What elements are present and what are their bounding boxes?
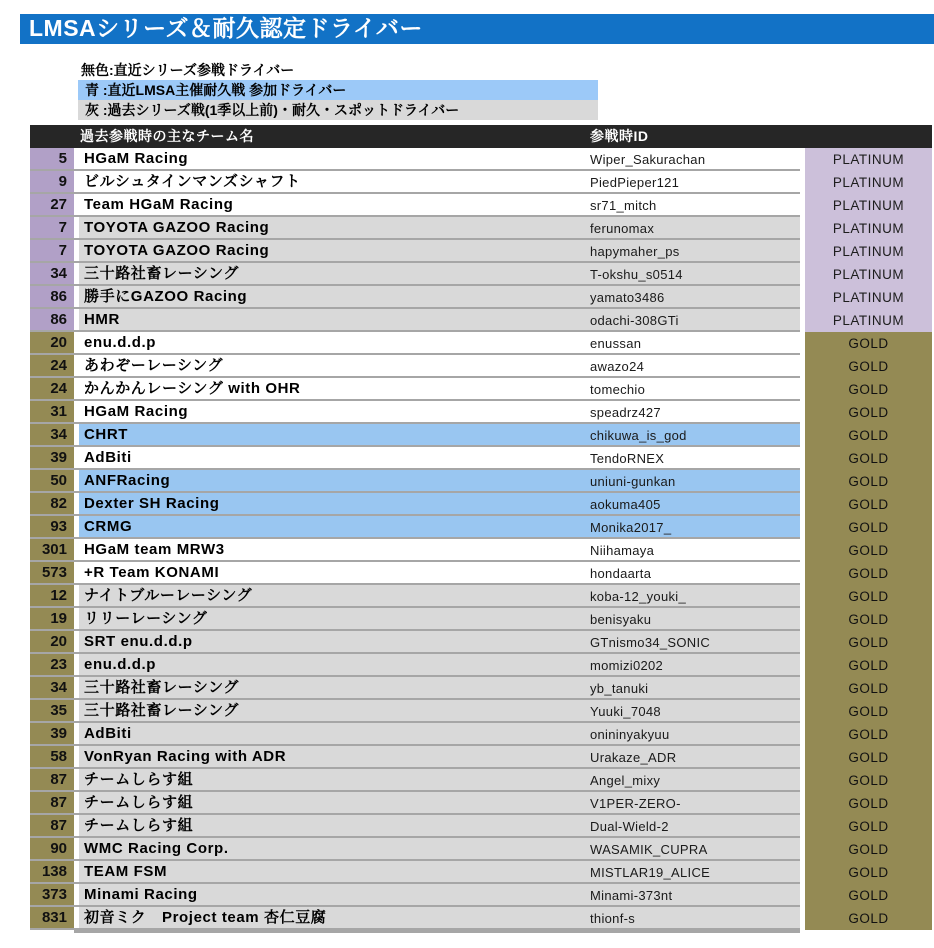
rank-cell: 34 [30, 263, 74, 286]
row-main-cell [79, 171, 800, 194]
team-name: 三十路社畜レーシング [84, 265, 240, 282]
rank-cell: 39 [30, 447, 74, 470]
row-main-cell [79, 424, 800, 447]
driver-id: momizi0202 [590, 658, 664, 673]
row-main-cell [79, 263, 800, 286]
legend-item-nocolor: 無色:直近シリーズ参戦ドライバー [81, 62, 295, 78]
row-main-cell [79, 792, 800, 815]
row-main-cell [79, 539, 800, 562]
tier-badge: PLATINUM [805, 171, 932, 194]
legend-item-gray: 灰 :過去シリーズ戦(1季以上前)・耐久・スポットドライバー [78, 100, 598, 120]
driver-id: TendoRNEX [590, 451, 665, 466]
tier-badge: GOLD [805, 769, 932, 792]
tier-badge: GOLD [805, 562, 932, 585]
driver-id: sr71_mitch [590, 198, 657, 213]
table-row [30, 148, 932, 171]
team-name: リリーレーシング [84, 610, 208, 627]
tier-badge: GOLD [805, 608, 932, 631]
row-main-cell [79, 217, 800, 240]
table-row [30, 723, 932, 746]
row-main-cell [79, 884, 800, 907]
tier-badge: GOLD [805, 654, 932, 677]
tier-badge: PLATINUM [805, 148, 932, 171]
table-row [30, 861, 932, 884]
row-main-cell [79, 148, 800, 171]
team-name: enu.d.d.p [84, 656, 157, 673]
tier-badge: GOLD [805, 332, 932, 355]
column-header-team: 過去参戦時の主なチーム名 [80, 128, 254, 144]
tier-badge: GOLD [805, 746, 932, 769]
rank-cell: 7 [30, 240, 74, 263]
team-name: ビルシュタインマンズシャフト [84, 173, 301, 190]
rank-cell: 20 [30, 332, 74, 355]
rank-cell: 24 [30, 355, 74, 378]
table-row [30, 516, 932, 539]
driver-id: aokuma405 [590, 497, 661, 512]
table-row [30, 171, 932, 194]
team-name: チームしらす組 [84, 817, 194, 834]
table-bottom-border [74, 930, 800, 933]
tier-badge: GOLD [805, 401, 932, 424]
team-name: TEAM FSM [84, 863, 168, 880]
driver-id: Wiper_Sakurachan [590, 152, 706, 167]
rank-cell: 34 [30, 424, 74, 447]
table-row [30, 631, 932, 654]
team-name: AdBiti [84, 725, 132, 742]
team-name: Team HGaM Racing [84, 196, 234, 213]
driver-id: koba-12_youki_ [590, 589, 686, 604]
rank-cell: 35 [30, 700, 74, 723]
row-main-cell [79, 677, 800, 700]
rank-cell: 34 [30, 677, 74, 700]
team-name: SRT enu.d.d.p [84, 633, 193, 650]
row-main-cell [79, 746, 800, 769]
table-row [30, 470, 932, 493]
tier-badge: GOLD [805, 792, 932, 815]
team-name: かんかんレーシング with OHR [84, 380, 301, 397]
tier-badge: GOLD [805, 861, 932, 884]
driver-id: awazo24 [590, 359, 645, 374]
row-main-cell [79, 861, 800, 884]
row-main-cell [79, 562, 800, 585]
rank-cell: 373 [30, 884, 74, 907]
team-name: ANFRacing [84, 472, 171, 489]
row-main-cell [79, 401, 800, 424]
driver-id: hapymaher_ps [590, 244, 680, 259]
row-main-cell [79, 907, 800, 930]
driver-id: odachi-308GTi [590, 313, 679, 328]
table-row [30, 240, 932, 263]
team-name: チームしらす組 [84, 794, 194, 811]
row-main-cell [79, 838, 800, 861]
row-main-cell [79, 585, 800, 608]
row-main-cell [79, 654, 800, 677]
table-row [30, 424, 932, 447]
tier-badge: GOLD [805, 884, 932, 907]
driver-id: thionf-s [590, 911, 636, 926]
table-row [30, 378, 932, 401]
table-row [30, 677, 932, 700]
rank-cell: 20 [30, 631, 74, 654]
team-name: Dexter SH Racing [84, 495, 220, 512]
rank-cell: 7 [30, 217, 74, 240]
table-row [30, 194, 932, 217]
tier-badge: GOLD [805, 677, 932, 700]
team-name: HGaM Racing [84, 403, 189, 420]
rank-cell: 5 [30, 148, 74, 171]
rank-cell: 87 [30, 769, 74, 792]
row-main-cell [79, 378, 800, 401]
driver-id: ferunomax [590, 221, 655, 236]
team-name: CHRT [84, 426, 129, 443]
driver-id: Monika2017_ [590, 520, 672, 535]
team-name: +R Team KONAMI [84, 564, 220, 581]
table-row [30, 769, 932, 792]
table-row [30, 654, 932, 677]
driver-id: WASAMIK_CUPRA [590, 842, 708, 857]
rank-cell: 93 [30, 516, 74, 539]
rank-cell: 12 [30, 585, 74, 608]
table-row [30, 700, 932, 723]
table-row [30, 838, 932, 861]
tier-badge: GOLD [805, 838, 932, 861]
driver-id: yb_tanuki [590, 681, 649, 696]
tier-badge: GOLD [805, 723, 932, 746]
driver-id: onininyakyuu [590, 727, 670, 742]
tier-badge: GOLD [805, 516, 932, 539]
rank-cell: 19 [30, 608, 74, 631]
legend [78, 60, 598, 120]
table-row [30, 907, 932, 930]
driver-id: benisyaku [590, 612, 652, 627]
table-row [30, 792, 932, 815]
tier-badge: PLATINUM [805, 240, 932, 263]
tier-badge: GOLD [805, 631, 932, 654]
tier-badge: GOLD [805, 470, 932, 493]
rank-cell: 86 [30, 309, 74, 332]
table-row [30, 217, 932, 240]
table-row [30, 585, 932, 608]
team-name: Minami Racing [84, 886, 198, 903]
driver-id: uniuni-gunkan [590, 474, 676, 489]
tier-badge: GOLD [805, 378, 932, 401]
team-name: TOYOTA GAZOO Racing [84, 242, 270, 259]
tier-badge: GOLD [805, 539, 932, 562]
team-name: 三十路社畜レーシング [84, 702, 240, 719]
tier-badge: GOLD [805, 907, 932, 930]
team-name: CRMG [84, 518, 133, 535]
rank-cell: 90 [30, 838, 74, 861]
driver-id: Dual-Wield-2 [590, 819, 669, 834]
driver-id: speadrz427 [590, 405, 661, 420]
row-main-cell [79, 355, 800, 378]
driver-id: chikuwa_is_god [590, 428, 687, 443]
rank-cell: 23 [30, 654, 74, 677]
row-main-cell [79, 608, 800, 631]
row-main-cell [79, 700, 800, 723]
table-row [30, 884, 932, 907]
tier-badge: GOLD [805, 700, 932, 723]
rank-cell: 39 [30, 723, 74, 746]
team-name: チームしらす組 [84, 771, 194, 788]
tier-badge: PLATINUM [805, 217, 932, 240]
rank-cell: 87 [30, 815, 74, 838]
team-name: HGaM Racing [84, 150, 189, 167]
driver-id: Angel_mixy [590, 773, 661, 788]
rank-cell: 87 [30, 792, 74, 815]
rank-cell: 86 [30, 286, 74, 309]
team-name: ナイトブルーレーシング [84, 587, 253, 604]
rank-cell: 9 [30, 171, 74, 194]
driver-id: V1PER-ZERO- [590, 796, 681, 811]
rank-cell: 573 [30, 562, 74, 585]
row-main-cell [79, 447, 800, 470]
tier-badge: GOLD [805, 447, 932, 470]
row-main-cell [79, 493, 800, 516]
table-row [30, 309, 932, 332]
tier-badge: GOLD [805, 585, 932, 608]
table-row [30, 539, 932, 562]
row-main-cell [79, 470, 800, 493]
rank-cell: 831 [30, 907, 74, 930]
row-main-cell [79, 309, 800, 332]
rank-cell: 138 [30, 861, 74, 884]
row-main-cell [79, 286, 800, 309]
tier-badge: PLATINUM [805, 194, 932, 217]
tier-badge: PLATINUM [805, 286, 932, 309]
table-row [30, 493, 932, 516]
table-row [30, 608, 932, 631]
driver-id: T-okshu_s0514 [590, 267, 683, 282]
row-main-cell [79, 631, 800, 654]
driver-id: Yuuki_7048 [590, 704, 661, 719]
tier-badge: GOLD [805, 493, 932, 516]
page-title: LMSAシリーズ＆耐久認定ドライバー [20, 14, 934, 44]
rank-cell: 27 [30, 194, 74, 217]
rank-cell: 58 [30, 746, 74, 769]
driver-id: MISTLAR19_ALICE [590, 865, 711, 880]
team-name: 勝手にGAZOO Racing [84, 288, 248, 305]
driver-id: Minami-373nt [590, 888, 673, 903]
team-name: 初音ミク Project team 杏仁豆腐 [84, 909, 327, 926]
team-name: あわぞーレーシング [84, 357, 224, 374]
tier-badge: PLATINUM [805, 263, 932, 286]
table-row [30, 746, 932, 769]
team-name: WMC Racing Corp. [84, 840, 229, 857]
driver-id: enussan [590, 336, 642, 351]
team-name: HGaM team MRW3 [84, 541, 225, 558]
tier-badge: GOLD [805, 815, 932, 838]
team-name: AdBiti [84, 449, 132, 466]
table-row [30, 332, 932, 355]
table-row [30, 562, 932, 585]
team-name: 三十路社畜レーシング [84, 679, 240, 696]
rank-cell: 82 [30, 493, 74, 516]
driver-id: Urakaze_ADR [590, 750, 677, 765]
driver-id: GTnismo34_SONIC [590, 635, 711, 650]
driver-id: hondaarta [590, 566, 652, 581]
rank-cell: 24 [30, 378, 74, 401]
rank-cell: 301 [30, 539, 74, 562]
team-name: TOYOTA GAZOO Racing [84, 219, 270, 236]
table-row [30, 286, 932, 309]
row-main-cell [79, 240, 800, 263]
driver-id: Niihamaya [590, 543, 655, 558]
driver-id: yamato3486 [590, 290, 665, 305]
row-main-cell [79, 769, 800, 792]
tier-badge: PLATINUM [805, 309, 932, 332]
row-main-cell [79, 723, 800, 746]
team-name: enu.d.d.p [84, 334, 157, 351]
team-name: VonRyan Racing with ADR [84, 748, 287, 765]
row-main-cell [79, 815, 800, 838]
row-main-cell [79, 194, 800, 217]
tier-badge: GOLD [805, 424, 932, 447]
rank-cell: 31 [30, 401, 74, 424]
driver-id: tomechio [590, 382, 646, 397]
table-row [30, 401, 932, 424]
column-header-id: 参戦時ID [590, 128, 649, 144]
tier-badge: GOLD [805, 355, 932, 378]
driver-id: PiedPieper121 [590, 175, 680, 190]
table-row [30, 263, 932, 286]
table-row [30, 355, 932, 378]
table-row [30, 815, 932, 838]
table-row [30, 447, 932, 470]
rank-cell: 50 [30, 470, 74, 493]
legend-item-blue: 青 :直近LMSA主催耐久戦 参加ドライバー [78, 80, 598, 100]
row-main-cell [79, 332, 800, 355]
row-main-cell [79, 516, 800, 539]
team-name: HMR [84, 311, 120, 328]
drivers-table-body [30, 148, 932, 930]
table-header [30, 125, 932, 148]
